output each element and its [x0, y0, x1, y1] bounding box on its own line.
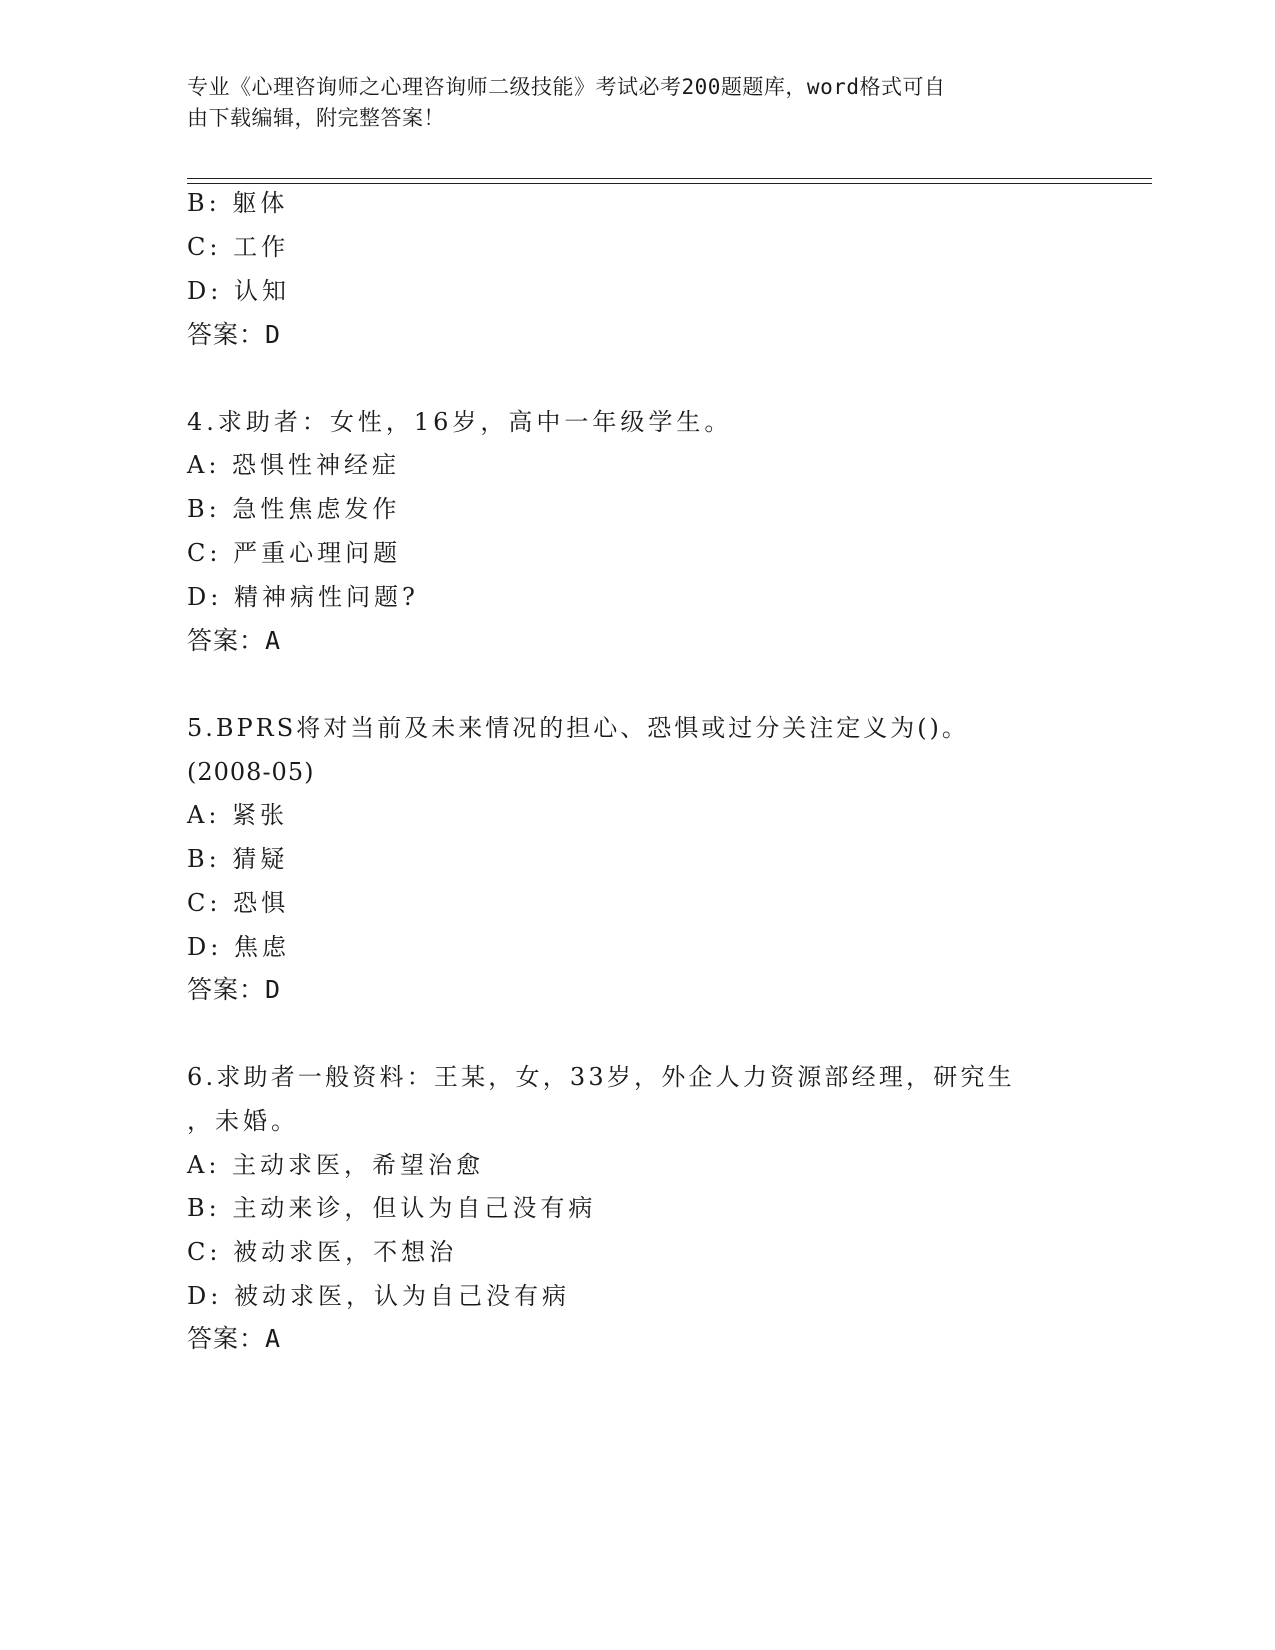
q5-option-a: A: 紧张 — [187, 801, 289, 829]
q6-answer: 答案：A — [187, 1324, 282, 1353]
q4-option-a: A: 恐惧性神经症 — [187, 451, 401, 479]
header-line-1: 专业《心理咨询师之心理咨询师二级技能》考试必考200题题库，word格式可自 — [187, 75, 946, 99]
q4-answer: 答案：A — [187, 626, 282, 655]
q3-option-b: B: 躯体 — [187, 189, 289, 217]
q5-option-b: B: 猜疑 — [187, 845, 289, 873]
q5-answer: 答案：D — [187, 975, 282, 1004]
q3-option-c: C: 工作 — [187, 233, 290, 261]
q6-stem-line-2: ，未婚。 — [187, 1107, 299, 1135]
q6-option-a: A: 主动求医，希望治愈 — [187, 1151, 485, 1179]
q6-option-d: D: 被动求医，认为自己没有病 — [187, 1282, 570, 1310]
q4-option-c: C: 严重心理问题 — [187, 539, 402, 567]
q4-option-d: D: 精神病性问题? — [187, 583, 419, 611]
header-rule-top — [187, 178, 1152, 179]
document-header — [187, 72, 1067, 134]
q5-stem-line-1: 5.BPRS将对当前及未来情况的担心、恐惧或过分关注定义为()。 — [187, 714, 969, 742]
q4-option-b: B: 急性焦虑发作 — [187, 495, 401, 523]
q3-option-d: D: 认知 — [187, 277, 290, 305]
q6-option-c: C: 被动求医，不想治 — [187, 1238, 458, 1266]
q6-option-b: B: 主动来诊，但认为自己没有病 — [187, 1194, 597, 1222]
header-rule-bottom — [187, 183, 1152, 184]
q5-option-d: D: 焦虑 — [187, 933, 290, 961]
q6-stem-line-1: 6.求助者一般资料：王某，女，33岁，外企人力资源部经理，研究生 — [187, 1063, 1015, 1091]
q5-stem-line-2: (2008-05) — [187, 758, 315, 786]
q3-answer: 答案：D — [187, 320, 282, 349]
header-line-2: 由下载编辑，附完整答案！ — [187, 106, 445, 130]
q4-stem: 4.求助者：女性，16岁，高中一年级学生。 — [187, 408, 733, 436]
q5-option-c: C: 恐惧 — [187, 889, 290, 917]
